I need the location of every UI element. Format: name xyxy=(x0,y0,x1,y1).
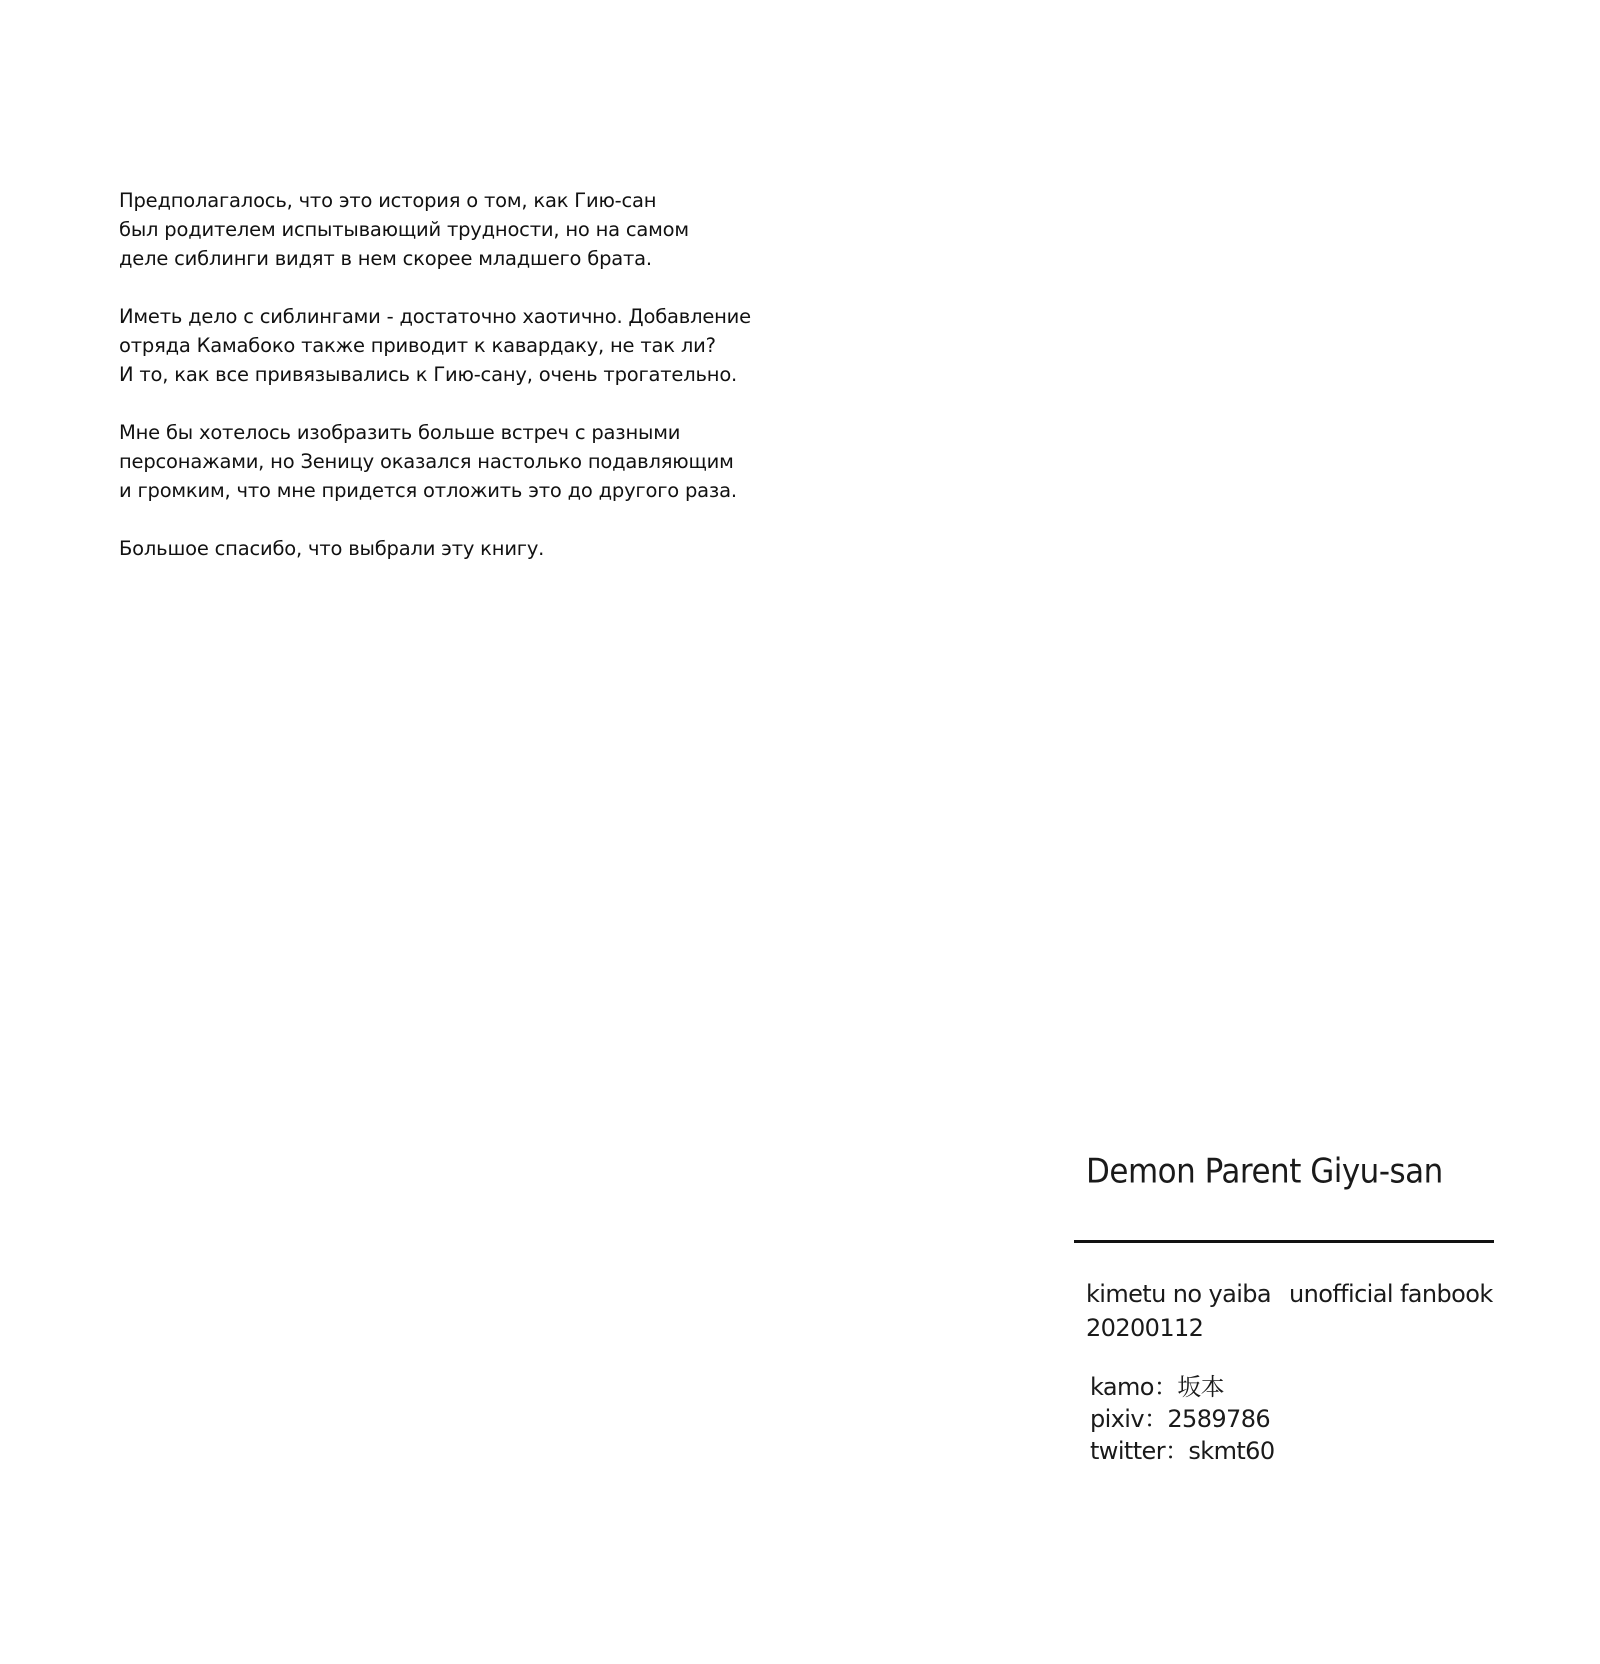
book-meta xyxy=(1086,1277,1493,1345)
author-contacts xyxy=(1090,1371,1275,1467)
text-line: И то, как все привязывались к Гию-сану, очень трогательно. xyxy=(119,363,738,386)
book-title: Demon Parent Giyu-san xyxy=(1086,1152,1443,1192)
text-line: Большое спасибо, что выбрали эту книгу. xyxy=(119,537,545,560)
text-line: персонажами, но Зеницу оказался настолько подавляющим xyxy=(119,450,734,473)
afterword-text xyxy=(119,186,819,592)
text-line: отряда Камабоко также приводит к кавардаку, не так ли? xyxy=(119,334,716,357)
colophon xyxy=(1086,1150,1516,1465)
title-divider xyxy=(1074,1240,1494,1243)
text-line: Иметь дело с сиблингами - достаточно хаотично. Добавление xyxy=(119,305,751,328)
afterword-paragraph xyxy=(119,534,819,563)
text-line: Предполагалось, что это история о том, как Гию-сан xyxy=(119,189,657,212)
publish-date: 20200112 xyxy=(1086,1314,1204,1342)
book-type-line xyxy=(1086,1277,1493,1311)
text-line: и громким, что мне придется отложить это до другого раза. xyxy=(119,479,737,502)
circle-author: kamo：坂本 xyxy=(1090,1373,1225,1401)
twitter-handle: twitter：skmt60 xyxy=(1090,1437,1275,1465)
text-line: был родителем испытывающий трудности, но на самом xyxy=(119,218,689,241)
series-name: kimetu no yaiba xyxy=(1086,1280,1272,1308)
book-type: unofficial fanbook xyxy=(1289,1280,1493,1308)
afterword-paragraph xyxy=(119,418,819,505)
pixiv-id: pixiv：2589786 xyxy=(1090,1405,1271,1433)
afterword-paragraph xyxy=(119,302,819,389)
afterword-paragraph xyxy=(119,186,819,273)
text-line: деле сиблинги видят в нем скорее младшего брата. xyxy=(119,247,652,270)
text-line: Мне бы хотелось изобразить больше встреч с разными xyxy=(119,421,681,444)
